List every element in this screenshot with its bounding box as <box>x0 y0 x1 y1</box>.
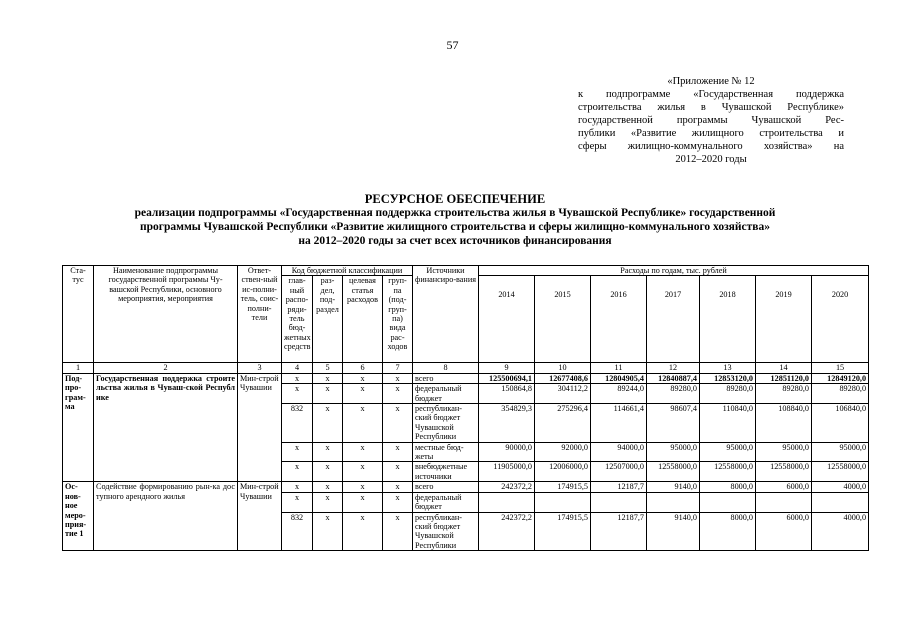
header-expenses: Расходы по годам, тыс. рублей <box>479 266 869 276</box>
row-name: Содействие формированию рын-ка доступного арендного жилья <box>94 482 238 551</box>
column-number: 8 <box>413 363 479 373</box>
cell-value: 174915,5 <box>535 512 591 551</box>
appendix-line: сферы жилищно-коммунального хозяйства» на <box>578 141 844 152</box>
cell-section: х <box>313 482 343 492</box>
cell-source: внебюджетные источники <box>413 462 479 482</box>
appendix-line: «Приложение № 12 <box>667 76 755 87</box>
row-executor: Мин-строй Чувашии <box>238 482 282 551</box>
cell-grbs: х <box>282 442 313 462</box>
cell-section: х <box>313 384 343 404</box>
header-year: 2016 <box>591 276 647 363</box>
appendix-line: публики «Развитие жилищного строительства и <box>578 128 844 139</box>
cell-section: х <box>313 373 343 383</box>
resource-table <box>62 265 869 551</box>
table-row <box>63 482 869 492</box>
cell-section: х <box>313 512 343 551</box>
cell-value: 12558000,0 <box>647 462 700 482</box>
appendix-line: 2012–2020 годы <box>675 154 747 165</box>
cell-grbs: 832 <box>282 404 313 443</box>
cell-source: федеральный бюджет <box>413 492 479 512</box>
cell-value: 12558000,0 <box>700 462 756 482</box>
cell-value: 12677408,6 <box>535 373 591 383</box>
cell-group: х <box>383 442 413 462</box>
header-sources: Источники финансиро-вания <box>413 266 479 363</box>
cell-value: 242372,2 <box>479 512 535 551</box>
cell-section: х <box>313 492 343 512</box>
header-status: Ста-тус <box>63 266 94 363</box>
cell-value: 94000,0 <box>591 442 647 462</box>
cell-value: 12804905,4 <box>591 373 647 383</box>
cell-value: 95000,0 <box>647 442 700 462</box>
column-number: 2 <box>94 363 238 373</box>
cell-grbs: 832 <box>282 512 313 551</box>
header-year: 2017 <box>647 276 700 363</box>
header-row-1 <box>63 266 869 276</box>
cell-value: 12840887,4 <box>647 373 700 383</box>
appendix-note <box>578 75 844 166</box>
row-executor: Мин-строй Чувашии <box>238 373 282 481</box>
cell-value: 242372,2 <box>479 482 535 492</box>
cell-value: 12006000,0 <box>535 462 591 482</box>
header-group: груп-па (под-груп-па) вида рас-ходов <box>383 276 413 363</box>
cell-value: 95000,0 <box>812 442 869 462</box>
column-number: 13 <box>700 363 756 373</box>
row-name: Государственная поддержка строительства жилья в Чуваш-ской Республике <box>94 373 238 481</box>
cell-value: 12851120,0 <box>756 373 812 383</box>
cell-group: х <box>383 492 413 512</box>
cell-value <box>756 492 812 512</box>
cell-section: х <box>313 404 343 443</box>
cell-target: х <box>343 482 383 492</box>
appendix-line: строительства жилья в Чувашской Республике» <box>578 102 844 113</box>
cell-value: 89244,0 <box>591 384 647 404</box>
cell-group: х <box>383 384 413 404</box>
header-year: 2019 <box>756 276 812 363</box>
column-number: 3 <box>238 363 282 373</box>
cell-value: 89280,0 <box>647 384 700 404</box>
cell-value: 12507000,0 <box>591 462 647 482</box>
column-number: 9 <box>479 363 535 373</box>
cell-target: х <box>343 404 383 443</box>
header-year: 2015 <box>535 276 591 363</box>
cell-value: 4000,0 <box>812 482 869 492</box>
cell-value <box>647 492 700 512</box>
column-number: 12 <box>647 363 700 373</box>
cell-value: 9140,0 <box>647 482 700 492</box>
cell-value: 90000,0 <box>479 442 535 462</box>
column-number: 6 <box>343 363 383 373</box>
title-line-3: на 2012–2020 годы за счет всех источников финансирования <box>298 235 612 247</box>
cell-value: 12558000,0 <box>756 462 812 482</box>
cell-value <box>700 492 756 512</box>
cell-grbs: х <box>282 492 313 512</box>
cell-target: х <box>343 512 383 551</box>
title-line-2: программы Чувашской Республики «Развитие жилищного строительства и сферы жилищно-коммунального хозяйства» <box>139 221 770 233</box>
document-title <box>60 192 850 248</box>
cell-source: республикан-ский бюджет Чувашской Республики <box>413 512 479 551</box>
cell-section: х <box>313 462 343 482</box>
cell-value: 174915,5 <box>535 482 591 492</box>
cell-value <box>591 492 647 512</box>
cell-value: 12853120,0 <box>700 373 756 383</box>
cell-target: х <box>343 373 383 383</box>
row-status: Ос-нов-ное меро-прия-тие 1 <box>63 482 94 551</box>
cell-value: 4000,0 <box>812 512 869 551</box>
header-year: 2020 <box>812 276 869 363</box>
cell-group: х <box>383 462 413 482</box>
cell-target: х <box>343 442 383 462</box>
cell-grbs: х <box>282 384 313 404</box>
header-year: 2014 <box>479 276 535 363</box>
cell-value: 150864,8 <box>479 384 535 404</box>
cell-value: 12558000,0 <box>812 462 869 482</box>
cell-value: 89280,0 <box>812 384 869 404</box>
cell-value <box>479 492 535 512</box>
cell-target: х <box>343 462 383 482</box>
cell-value: 106840,0 <box>812 404 869 443</box>
cell-value: 89280,0 <box>700 384 756 404</box>
column-number: 1 <box>63 363 94 373</box>
column-number: 11 <box>591 363 647 373</box>
cell-value: 12849120,0 <box>812 373 869 383</box>
header-section: раз-дел, под-раздел <box>313 276 343 363</box>
page-number: 57 <box>446 38 459 52</box>
column-number: 15 <box>812 363 869 373</box>
header-grbs: глав-ный распо-ряди-тель бюд-жетных средств <box>282 276 313 363</box>
header-executor: Ответ-ствен-ный ис-полни-тель, соис-полни-тели <box>238 266 282 363</box>
header-name: Наименование подпрограммы государственной программы Чу-вашской Республики, основного мероприятия, мероприятия <box>94 266 238 363</box>
cell-grbs: х <box>282 373 313 383</box>
column-numbers-row <box>63 363 869 373</box>
cell-value <box>535 492 591 512</box>
cell-target: х <box>343 492 383 512</box>
header-target: целевая статья расходов <box>343 276 383 363</box>
title-main: РЕСУРСНОЕ ОБЕСПЕЧЕНИЕ <box>364 192 546 206</box>
cell-value: 89280,0 <box>756 384 812 404</box>
cell-group: х <box>383 482 413 492</box>
cell-grbs: х <box>282 482 313 492</box>
column-number: 5 <box>313 363 343 373</box>
cell-value: 6000,0 <box>756 482 812 492</box>
row-status: Под-про-грам-ма <box>63 373 94 481</box>
cell-value: 95000,0 <box>700 442 756 462</box>
cell-value: 12187,7 <box>591 512 647 551</box>
cell-group: х <box>383 404 413 443</box>
cell-value: 108840,0 <box>756 404 812 443</box>
header-budget-code: Код бюджетной классификации <box>282 266 413 276</box>
cell-source: местные бюд-жеты <box>413 442 479 462</box>
header-year: 2018 <box>700 276 756 363</box>
cell-value: 8000,0 <box>700 512 756 551</box>
cell-source: всего <box>413 373 479 383</box>
cell-section: х <box>313 442 343 462</box>
cell-value: 9140,0 <box>647 512 700 551</box>
cell-group: х <box>383 512 413 551</box>
title-line-1: реализации подпрограммы «Государственная поддержка строительства жилья в Чувашской Республике» государственной <box>134 207 776 219</box>
cell-source: федеральный бюджет <box>413 384 479 404</box>
appendix-line: государственной программы Чувашской Рес- <box>578 115 844 126</box>
table-row <box>63 373 869 383</box>
cell-source: республикан-ский бюджет Чувашской Республики <box>413 404 479 443</box>
cell-value: 304112,2 <box>535 384 591 404</box>
cell-value: 354829,3 <box>479 404 535 443</box>
cell-grbs: х <box>282 462 313 482</box>
cell-value <box>812 492 869 512</box>
column-number: 7 <box>383 363 413 373</box>
column-number: 4 <box>282 363 313 373</box>
cell-group: х <box>383 373 413 383</box>
cell-value: 92000,0 <box>535 442 591 462</box>
cell-target: х <box>343 384 383 404</box>
cell-value: 114661,4 <box>591 404 647 443</box>
cell-value: 275296,4 <box>535 404 591 443</box>
cell-value: 8000,0 <box>700 482 756 492</box>
cell-value: 11905000,0 <box>479 462 535 482</box>
cell-value: 95000,0 <box>756 442 812 462</box>
cell-value: 110840,0 <box>700 404 756 443</box>
cell-value: 12187,7 <box>591 482 647 492</box>
appendix-line: к подпрограмме «Государственная поддержка <box>578 89 844 100</box>
cell-value: 125500694,1 <box>479 373 535 383</box>
cell-source: всего <box>413 482 479 492</box>
cell-value: 98607,4 <box>647 404 700 443</box>
cell-value: 6000,0 <box>756 512 812 551</box>
column-number: 10 <box>535 363 591 373</box>
column-number: 14 <box>756 363 812 373</box>
